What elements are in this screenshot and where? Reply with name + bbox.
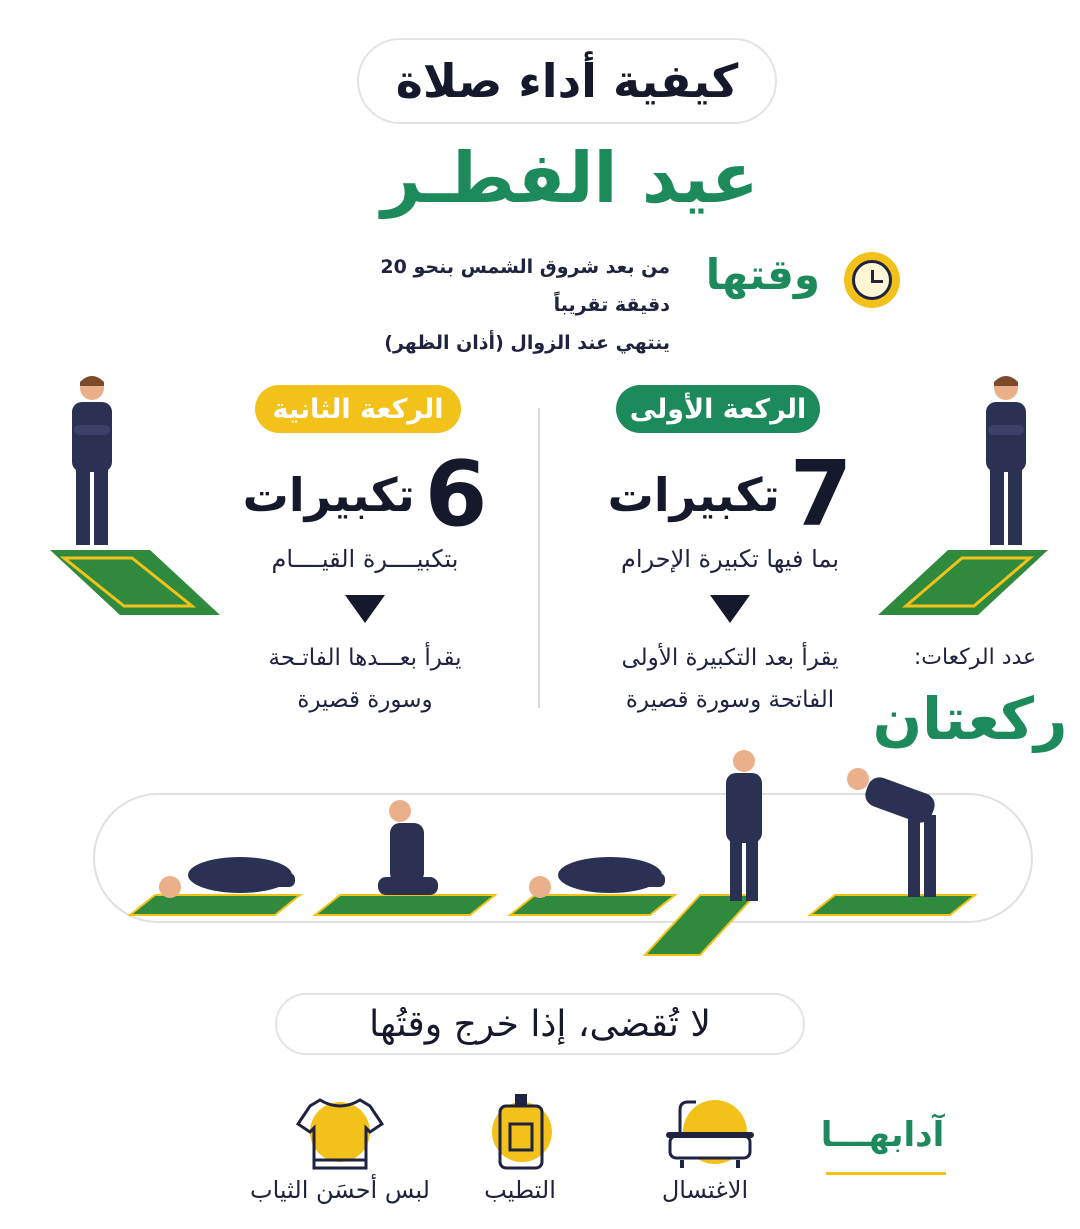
second-rakaa-takbirat bbox=[220, 442, 510, 547]
second-rakaa-reading bbox=[220, 637, 510, 721]
prayer-positions-illustration bbox=[100, 745, 1000, 960]
note-pill bbox=[275, 993, 805, 1055]
second-rakaa-subtitle: بتكبيــــرة القيــــام bbox=[271, 545, 459, 573]
second-rakaa-number: 6 bbox=[424, 442, 488, 547]
manners-label: آدابهـــا bbox=[820, 1115, 945, 1155]
second-rakaa-reading-line-2: وسورة قصيرة bbox=[297, 687, 433, 713]
column-divider bbox=[538, 408, 540, 708]
first-rakaa-column bbox=[580, 442, 880, 721]
second-rakaa-column bbox=[220, 442, 510, 721]
perfume-bottle-icon bbox=[470, 1092, 570, 1172]
manner-item-perfume bbox=[470, 1092, 570, 1204]
rakaat-count-label: عدد الركعات: bbox=[913, 645, 1037, 670]
second-rakaa-word: تكبيرات bbox=[242, 468, 415, 522]
time-line-2: ينتهي عند الزوال (أذان الظهر) bbox=[384, 332, 670, 354]
page-title: كيفية أداء صلاة bbox=[395, 54, 739, 108]
standing-worshipper-left-illustration bbox=[30, 370, 230, 620]
time-label: وقتها bbox=[705, 250, 820, 299]
first-rakaa-subtitle: بما فيها تكبيرة الإحرام bbox=[620, 545, 840, 573]
rakaat-count-value: ركعتان bbox=[872, 685, 1068, 753]
first-rakaa-word: تكبيرات bbox=[607, 468, 780, 522]
first-rakaa-reading bbox=[580, 637, 880, 721]
clock-icon bbox=[844, 252, 900, 308]
second-rakaa-badge: الركعة الثانية bbox=[255, 385, 461, 433]
manner-caption-bathing: الاغتسال bbox=[661, 1176, 749, 1204]
second-rakaa-reading-line-1: يقرأ بعـــدها الفاتـحة bbox=[268, 645, 462, 671]
chevron-down-icon bbox=[710, 595, 750, 623]
first-rakaa-reading-line-2: الفاتحة وسورة قصيرة bbox=[625, 687, 835, 713]
manner-caption-perfume: التطيب bbox=[484, 1176, 556, 1204]
page-subtitle: عيد الفطـر bbox=[381, 137, 759, 219]
standing-worshipper-right-illustration bbox=[878, 370, 1058, 620]
first-rakaa-reading-line-1: يقرأ بعد التكبيرة الأولى bbox=[621, 645, 839, 671]
time-line-1: من بعد شروق الشمس بنحو 20 دقيقة تقريباً bbox=[380, 256, 670, 316]
manners-underline bbox=[826, 1172, 946, 1175]
first-rakaa-badge: الركعة الأولى bbox=[616, 385, 820, 433]
first-rakaa-takbirat bbox=[580, 442, 880, 547]
time-description bbox=[330, 248, 670, 362]
manner-item-bathing bbox=[640, 1092, 770, 1204]
first-rakaa-number: 7 bbox=[789, 442, 853, 547]
title-pill bbox=[357, 38, 777, 124]
shirt-icon bbox=[230, 1092, 450, 1172]
bathtub-icon bbox=[640, 1092, 770, 1172]
manner-caption-clothes: لبس أحسَن الثياب bbox=[250, 1176, 430, 1204]
manner-item-clothes bbox=[230, 1092, 450, 1204]
makeup-note: لا تُقضى، إذا خرج وقتُها bbox=[369, 1003, 711, 1045]
chevron-down-icon bbox=[345, 595, 385, 623]
